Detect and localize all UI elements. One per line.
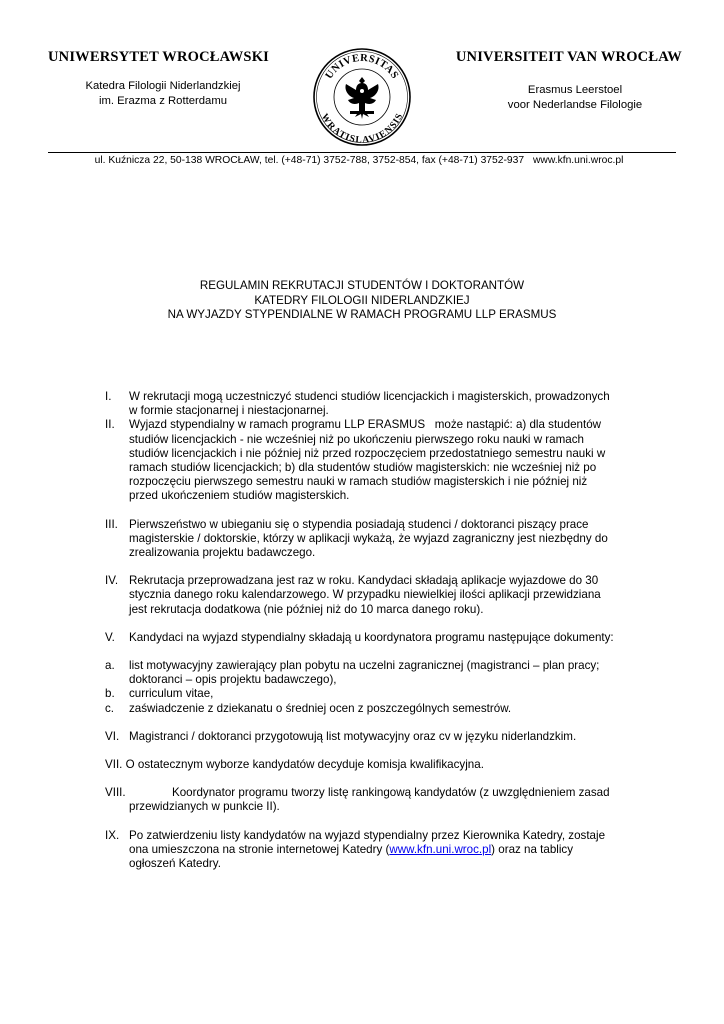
university-name-polish: UNIWERSYTET WROCŁAWSKI xyxy=(48,49,270,65)
item-line: doktoranci – opis projektu badawczego), xyxy=(129,673,337,687)
rule-item-viii xyxy=(105,786,645,814)
item-line: zaświadczenie z dziekanatu o średniej ocen z poszczególnych semestrów. xyxy=(129,701,512,715)
rule-item-vi xyxy=(105,730,645,744)
title-line-3: NA WYJAZDY STYPENDIALNE W RAMACH PROGRAMU LLP ERASMUS xyxy=(167,308,557,322)
item-line: przed ukończeniem studiów magisterskich. xyxy=(129,489,350,503)
item-line: curriculum vitae, xyxy=(129,687,214,701)
item-line: list motywacyjny zawierający plan pobytu na uczelni zagranicznej (magistranci – plan pracy; xyxy=(129,659,600,673)
item-line: ogłoszeń Katedry. xyxy=(129,857,221,871)
item-line: zrealizowania projektu badawczego. xyxy=(129,546,316,560)
item-number: V. xyxy=(105,630,115,644)
item-letter: b. xyxy=(105,687,115,701)
item-letter: c. xyxy=(105,701,115,715)
item-line: Kandydaci na wyjazd stypendialny składają u koordynatora programu następujące dokumenty: xyxy=(129,630,614,644)
item-number: I. xyxy=(105,390,112,403)
document-title xyxy=(0,279,724,323)
department-line-1: Katedra Filologii Niderlandzkiej xyxy=(85,80,241,92)
rule-item-iii xyxy=(105,518,645,561)
document-item-b xyxy=(105,687,645,701)
item-line: w formie stacjonarnej i niestacjonarnej. xyxy=(129,404,329,418)
item-line-text: ) oraz na tablicy xyxy=(491,842,574,856)
university-name-dutch: UNIVERSITEIT VAN WROCŁAW xyxy=(455,49,682,65)
item-line: stycznia danego roku kalendarzowego. W przypadku niewielkiej ilości aplikacji przewidziana xyxy=(129,588,601,602)
item-line: W rekrutacji mogą uczestniczyć studenci studiów licencjackich i magisterskich, prowadzonych xyxy=(129,390,610,403)
rule-item-vii xyxy=(105,758,645,772)
item-number: VI. xyxy=(105,729,120,743)
department-line-1-dutch: Erasmus Leerstoel xyxy=(527,84,623,96)
address-website: www.kfn.uni.wroc.pl xyxy=(532,155,624,166)
rule-item-ix xyxy=(105,829,645,872)
item-line: Pierwszeństwo w ubieganiu się o stypendia posiadają studenci / doktoranci piszący prace xyxy=(129,517,589,531)
item-number: VIII. xyxy=(105,786,126,800)
item-line-text: ona umieszczona na stronie internetowej Katedry ( xyxy=(129,842,390,856)
seal-text-top: UNIVERSITAS xyxy=(323,52,401,82)
item-line: magisterskie / doktorskie, którzy w aplikacji wykażą, że wyjazd zagraniczny jest niezbędny do xyxy=(129,531,608,545)
document-item-c xyxy=(105,702,645,716)
rule-item-v xyxy=(105,631,645,645)
item-number: VII. xyxy=(105,758,123,772)
address-line xyxy=(0,155,724,166)
item-line: O ostatecznym wyborze kandydatów decyduje komisja kwalifikacyjna. xyxy=(125,758,484,772)
university-seal-icon xyxy=(312,47,412,147)
item-number: IX. xyxy=(105,828,120,842)
item-line: studiów licencjackich i nie później niż przed rozpoczęciem przedostatniego semestru nauki w xyxy=(129,446,606,460)
seal-text-bottom: WRATISLAVIENSIS xyxy=(318,112,406,146)
item-number: II. xyxy=(105,418,115,432)
item-line: Wyjazd stypendialny w ramach programu LLP ERASMUS może nastąpić: a) dla studentów xyxy=(129,418,602,432)
item-line: jest rekrutacja dodatkowa (nie później niż do 10 marca danego roku). xyxy=(129,602,484,616)
item-line: studiów licencjackich - nie wcześniej niż po ukończeniu pierwszego roku nauki w ramach xyxy=(129,432,584,446)
item-line: Magistranci / doktoranci przygotowują list motywacyjny oraz cv w języku niderlandzkim. xyxy=(129,729,577,743)
department-line-2: im. Erazma z Rotterdamu xyxy=(98,94,228,107)
item-line: Koordynator programu tworzy listę rankingową kandydatów (z uwzględnieniem zasad xyxy=(172,786,610,800)
department-name-dutch xyxy=(470,83,680,112)
header-divider xyxy=(48,152,676,153)
item-number: III. xyxy=(105,517,118,531)
department-name-polish xyxy=(58,79,268,108)
item-line: przewidzianych w punkcie II). xyxy=(129,800,280,814)
address-street: ul. Kuźnicza 22, 50-138 WROCŁAW, tel. (+48-71) 3752-788, 3752-854, fax (+48-71) 3752-937 xyxy=(94,155,525,166)
item-line: rozpoczęciu pierwszego semestru nauki w ramach studiów magisterskich i nie później niż xyxy=(129,475,588,489)
department-line-2-dutch: voor Nederlandse Filologie xyxy=(507,98,643,111)
item-line: Rekrutacja przeprowadzana jest raz w roku. Kandydaci składają aplikacje wyjazdowe do 30 xyxy=(129,574,599,588)
title-line-2: KATEDRY FILOLOGII NIDERLANDZKIEJ xyxy=(254,293,470,307)
item-line: Po zatwierdzeniu listy kandydatów na wyjazd stypendialny przez Kierownika Katedry, zostaje xyxy=(129,828,606,842)
title-line-1: REGULAMIN REKRUTACJI STUDENTÓW I DOKTORANTÓW xyxy=(199,279,525,292)
item-line: ramach studiów licencjackich; b) dla studentów studiów magisterskich: nie wcześniej niż po xyxy=(129,461,597,475)
item-number: IV. xyxy=(105,574,119,588)
document-item-a xyxy=(105,659,645,687)
rule-item-i xyxy=(105,390,645,418)
item-letter: a. xyxy=(105,659,115,673)
item-line xyxy=(129,843,645,857)
regulation-body xyxy=(105,390,645,871)
rule-item-iv xyxy=(105,574,645,617)
rule-item-ii xyxy=(105,418,645,503)
department-website-link[interactable]: www.kfn.uni.wroc.pl xyxy=(389,842,492,856)
